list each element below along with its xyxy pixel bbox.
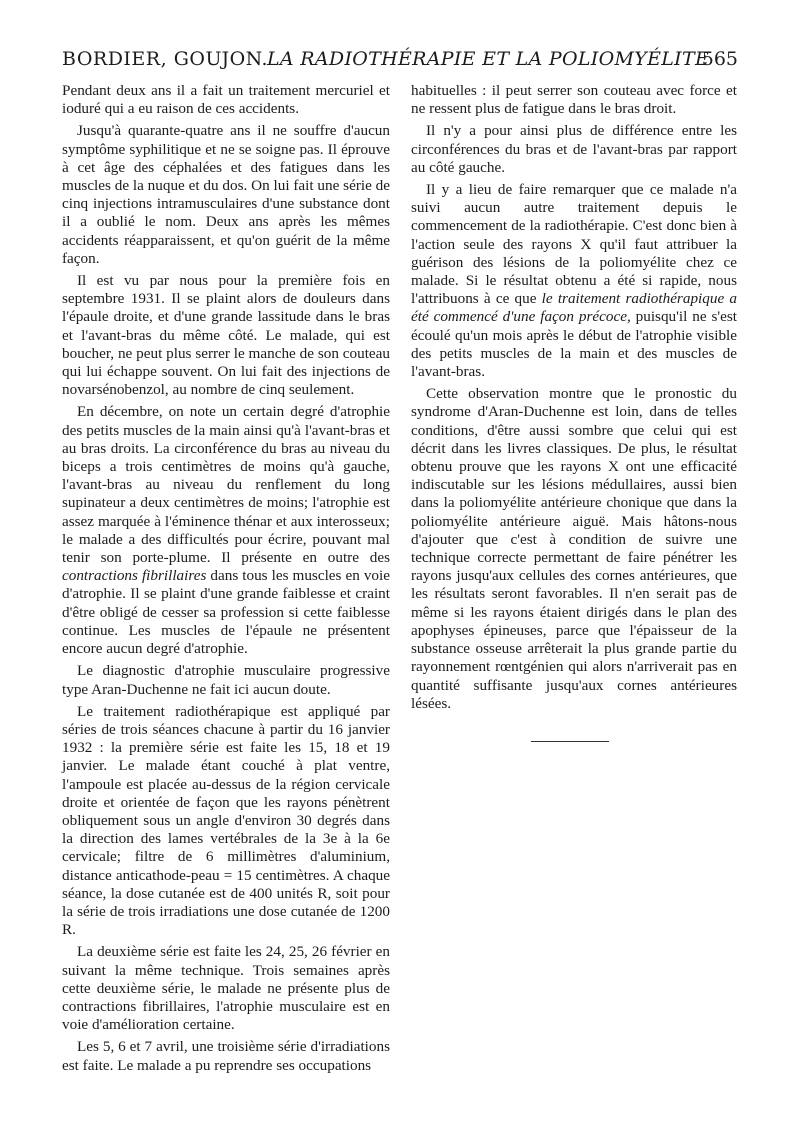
right-column [411,82,737,717]
paragraph: Les 5, 6 et 7 avril, une troisième série d'irradiations est faite. Le malade a pu reprendre ses occupations [62,1038,390,1074]
paragraph: Il n'y a pour ainsi plus de différence entre les circonférences du bras et de l'avant-bras par rapport au côté gauche. [411,122,737,176]
paragraph: La deuxième série est faite les 24, 25, 26 février en suivant la même technique. Trois semaines après cette deuxième série, le malade ne présente plus de contractions fibrillaires, l'atrophie musculaire est en voie d'amélioration certaine. [62,943,390,1034]
text-run: En décembre, on note un certain degré d'atrophie des petits muscles de la main ainsi qu'à l'avant-bras et au bras droits. La circonférence du bras au niveau du biceps a trois centimètres de moins qu'à gauche, l'avant-bras au niveau du renflement du long supinateur a deux centimètres de moins; l'atrophie est assez marquée à l'éminence thénar et aux interosseux; le malade a des difficultés pour écrire, pouvant mal tenir son porte-plume. Il présente en outre des [62,403,390,567]
italic-term: contractions fibrillaires [62,567,207,585]
paragraph: Il est vu par nous pour la première fois en septembre 1931. Il se plaint alors de douleurs dans l'épaule droite, et d'une grande lassitude dans le bras et l'avant-bras du même côté. Le malade, qui est boucher, ne peut plus serrer le manche de son couteau qui lui échappe souvent. On lui fait des injections de novarsénobenzol, au nombre de cinq seulement. [62,272,390,399]
paragraph: Jusqu'à quarante-quatre ans il ne souffre d'aucun symptôme syphilitique et ne se soigne pas. Il éprouve à cet âge des céphalées et des fatigues dans les muscles de la nuque et du dos. On lui fait une série de cinq injections intramusculaires d'une substance dont il a oublié le nom. Deux ans après les mêmes accidents réapparaissent, et qu'on guérit de la même façon. [62,122,390,267]
italic-phrase: le traitement radiothérapique a été commencé d'une façon précoce [411,290,737,326]
text-run: , puisqu'il ne s'est écoulé qu'un mois après le début de l'atrophie visible des petits muscles de la main et des muscles de l'avant-bras. [411,308,737,381]
paragraph [411,181,737,381]
page-number: 565 [701,48,738,70]
text-run: Il y a lieu de faire remarquer que ce malade n'a suivi aucun autre traitement depuis le commencement de la radiothérapie. C'est donc bien à l'action seule des rayons X qu'il faut attribuer la guérison des lésions de la poliomyélite chez ce malade. Si le résultat obtenu a été si rapide, nous l'attribuons à ce que [411,181,737,308]
text-run: dans tous les muscles en voie d'atrophie. Il se plaint d'une grande faiblesse et craint d'être obligé de cesser sa profession si cette faiblesse continue. Les muscles de l'épaule ne présentent encore aucun degré d'atrophie. [62,567,390,658]
paragraph: Pendant deux ans il a fait un traitement mercuriel et ioduré qui a eu raison de ces accidents. [62,82,390,118]
header-title: LA RADIOTHÉRAPIE ET LA POLIOMYÉLITE [267,48,710,70]
paragraph: Le traitement radiothérapique est appliqué par séries de trois séances chacune à partir du 16 janvier 1932 : la première série est faite les 15, 18 et 19 janvier. Le malade étant couché à plat ventre, l'ampoule est placée au-dessus de la région cervicale droite et orientée de façon que les rayons pénètrent obliquement sous un angle d'environ 30 degrés dans la direction des lames vertébrales de la 3e à la 6e cervicale; filtre de 6 millimètres d'aluminium, distance anticathode-peau = 15 centimètres. A chaque séance, la dose cutanée est de 400 unités R, soit pour la série de trois irradiations une dose cutanée de 1200 R. [62,702,390,939]
paragraph: Le diagnostic d'atrophie musculaire progressive type Aran-Duchenne ne fait ici aucun doute. [62,662,390,698]
end-rule [531,741,609,742]
paragraph: habituelles : il peut serrer son couteau avec force et ne ressent plus de fatigue dans le bras droit. [411,82,737,118]
running-header [62,48,738,78]
left-column [62,82,390,1079]
paragraph: Cette observation montre que le pronostic du syndrome d'Aran-Duchenne est loin, dans de telles conditions, d'être aussi sombre que celui qui est décrit dans les livres classiques. De plus, le résultat obtenu prouve que les rayons X ont une efficacité indiscutable sur les lésions médullaires, aussi bien dans la poliomyélite antérieure chonique que dans la poliomyélite antérieure aiguë. Mais hâtons-nous d'ajouter que c'est à condition de suivre une technique correcte permettant de faire pénétrer les rayons jusqu'aux cellules des cornes antérieures, que les résultats seront favorables. Il n'en serait pas de même si les rayons étaient dirigés dans le plan des apophyses épineuses, parce que l'épaisseur de la substance osseuse arrêterait la plus grande partie du rayonnement rœntgénien qui alors n'arriverait pas en quantité suffisante jusqu'aux cornes antérieures lésées. [411,385,737,712]
header-authors: BORDIER, GOUJON. [62,48,269,70]
paragraph [62,403,390,658]
